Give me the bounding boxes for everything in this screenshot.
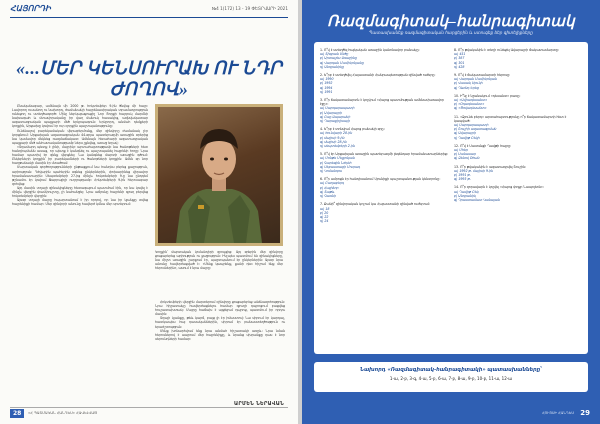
page-number: 28 (10, 409, 24, 418)
answer-option: ա) Սարդարապատի (454, 123, 489, 128)
page-number: 29 (580, 409, 590, 417)
question-text: 1. Ո՞վ է ստեղծել հայկական առաջին կանոնավոր բանակը։ (320, 48, 420, 52)
answer-option: դ) 24 (320, 219, 329, 224)
paragraph: Բնականաբար, ամենայն մի 2000 թ. հոկտեմբեր 9-ին ծնվեց մի հայր։ Լավորող ուսանող ու նախորդ, ժամանակի հայրենասիրական տրամադրություն ունեցող ու ստեղծագործ։ Մինչ ներկայացուցիչ Նոր Յորքի հայդուկ մարմնի նախագահ և մտավորականը իր վաղ մանուկ հասակից, ազնվակատար ազատագրական պայքարի մեծ երկրպագուն։ Երկրորդ, անմահ դեմքերի կողքին, Արցախը կռվում էր ուր զորքին պաշտպանությունը։ (12, 104, 148, 129)
answer-option: դ) սեպտեմբերի 2-ին (320, 144, 355, 149)
paragraph: «Տղամարդ պետք է լինի, մայրիկ» արտահայտությամբ նա ծանոթների հետ հանդիպմանն ասաց, որ պետք է կանգնել ու պաշտպանել հայրենի հողը։ Նրա համար պատիվ էր զենք վերցնել։ Նա կանգնեց մարտի առաջին գծում։ Ընկերների կողքին՝ իր բարեկամների ու ծանոթների կողքին։ Ամեն օր նոր հաղթանակի մասին էր մտածում։ (12, 144, 148, 166)
answer-option: բ) Վասակ Սյունի (454, 81, 483, 86)
answer-option: գ) Բաշ-Ապարանի (320, 114, 351, 119)
answer-option: գ) Ձենով Օհան (454, 156, 480, 161)
question-text: 4. Ե՞րբ է տոնվում Հայոց բանակի օրը։ (320, 127, 385, 132)
answer-option: գ) 1994 (320, 85, 333, 90)
question-text: 2. Ե՞րբ է ստեղծվել Հայաստանի Հանրապետության զինված ուժերը։ (320, 73, 436, 78)
paragraph: Հոկտեմբերի վերջին մարտերում զինվորը ցուցաբերեց անձնազոհություն։ Նրա հիշատակը հավերժացնելու համար գյուղի դպրոցում բացվեց հուշատախտակ։ Մայրը հաճախ է այցելում դպրոց, պատմում իր որդու մասին։ (155, 300, 285, 317)
answer-option: գ) Վարդան Մամիկոնյանը (320, 60, 364, 65)
answer-option: բ) մայիսի 9-ին (320, 135, 345, 140)
answer-option: բ) Անդրանիկ (454, 193, 477, 198)
answer-option: ա) 18 (320, 206, 330, 211)
question-text: 9. Ո՞վ է ճակատամարտի հերոսը։ (454, 73, 511, 78)
answer-option: գ) մայիսի 28-ին (320, 139, 347, 144)
answer-option: ա) Դավիթ Բեկ (454, 189, 479, 194)
question-text: 3. Ո՞ր ճակատամարտն է կոչվում «Հայոց պատմության ամենափառավոր էջը»։ (320, 98, 444, 107)
quiz-subtitle: Պատասխանեք ռազմագիտական հարցերին և ստուգեք ձեր գիտելիքները (369, 30, 533, 35)
answer-option: ա) Սարդարապատի (320, 106, 355, 111)
answer-option: բ) «Օդադեսանտ» (454, 102, 485, 107)
answer-option: բ) 20 (320, 210, 329, 215)
answer-option: գ) Սեբաստացի Մուրադ (320, 164, 361, 169)
quiz-question (454, 185, 582, 202)
answer-option: ա) Վարդան Մամիկոնյան (454, 77, 497, 82)
answer-option: դ) Անդրանիկը (320, 64, 345, 69)
answer-option: դ) Ղարաքիլիսայի (320, 119, 350, 124)
footer-text: «Հ ՊԱՏՄԱԿԱՆ ՀԱՆԴԵՍ» ՀԱՎԵԼՎԱԾ (28, 411, 98, 415)
answer-option: ա) Մհեր (454, 148, 468, 153)
quiz-question (320, 73, 448, 94)
quiz-question (454, 73, 582, 90)
question-text: 7. Քանի՞ զինվորական կոչում կա Հայաստանի զինված ուժերում։ (320, 202, 431, 207)
answers-text: 1-ա, 2-բ, 3-գ, 4-ա, 5-բ, 6-ա, 7-բ, 8-ա, 9-բ, 10-բ, 11-ա, 12-ա (389, 376, 513, 381)
paragraph: Մենք խոնարհվում ենք նրա անմահ հիշատակի առջև։ Նրա նման հերոսներով է ապրում մեր հայրենիքը, և նրանց սխրանքը դաս է նոր սերունդների համար։ (155, 328, 285, 341)
answer-option: բ) Շուշիի ազատագրման (454, 127, 497, 132)
answer-option: ա) Մոնթե Մելքոնյան (320, 156, 355, 161)
quiz-question (454, 144, 582, 161)
answer-option: բ) 387 (454, 56, 465, 61)
article-column-2 (155, 300, 285, 398)
soldier-portrait (155, 104, 283, 246)
quiz-question (454, 165, 582, 182)
footer-text: ՀՈՒՅՍԻ ՀԱՆԴԵՍ (542, 411, 574, 415)
quiz-question (320, 48, 448, 69)
answer-option: գ) Տաթև (320, 189, 335, 194)
quiz-title: Ռազմագիտակ–հանրագիտակ (327, 14, 575, 30)
answer-option: ա) հունվարի 28-ին (320, 131, 353, 136)
answer-option: դ) 1991 (320, 89, 333, 94)
paragraph: Այդ մասին տղայի զինակիցները հետագայում պատմում էին, որ նա կռվել է մինչև վերջին փամփուշտը, չի նահանջել։ Նրա աճյունը հայրենի գյուղ բերվեց հոկտեմբերի վերջին։ (12, 185, 148, 199)
issue-info: №4 1(172) 13 - 19 ՓԵՏՐՎԱՐԻ 2021 (211, 6, 288, 11)
right-page (302, 0, 600, 424)
answer-option: գ) Ղևոնդ Երեց (454, 85, 479, 90)
quiz-question (454, 115, 582, 140)
answer-option: գ) «Ծովադեսանտ» (454, 106, 487, 111)
paragraph: Տղայի կյանքը, թեև կարճ, բայց լի էր իմաստով։ Նա սիրում էր կարդալ, հատկապես հայ դասականներին, սիրում էր բանաստեղծություն ու երաժշտություն։ (155, 316, 285, 329)
questions-column-2 (454, 48, 582, 206)
quiz-question (320, 98, 448, 123)
answer-option: ա) 1990 (320, 77, 334, 82)
answer-option: բ) Ավարայրի (320, 110, 342, 115)
answers-title: Նախորդ «Ռազմագիտակ-հանրագիտակի» պատասխանները՝ (360, 367, 542, 373)
quiz-question (454, 94, 582, 111)
answers-box (314, 362, 588, 392)
answer-option: գ) 22 (320, 214, 329, 219)
answer-option: դ) Կոմանդոս (320, 169, 343, 174)
questions-box (314, 42, 588, 354)
answer-option: գ) 301 (454, 60, 465, 65)
question-text: 12. Ո՞վ է Սասունցի Դավթի հայրը։ (454, 143, 512, 148)
quiz-question (320, 127, 448, 148)
quiz-question (320, 202, 448, 223)
answer-option: բ) 1992 (320, 81, 333, 86)
questions-column-1 (320, 48, 448, 227)
page-footer (10, 407, 288, 420)
question-text: 8. Ո՞ր թվականին է տեղի ունեցել Ավարայրի ճակատամարտը։ (454, 48, 559, 52)
answer-option: ա) Բաղաբերդ (320, 181, 345, 186)
quiz-question (454, 48, 582, 69)
question-text: 13. Ո՞ր թվականին է ազատագրվել Շուշին։ (454, 164, 527, 169)
answer-option: ա) Տիգրան Մեծը (320, 52, 349, 57)
question-text: 10. Ի՞նչ է նշանակում «դեսանտ» բառը։ (454, 93, 521, 98)
answer-option: գ) Դրաստամատ Կանայան (454, 198, 500, 203)
question-text: 5. Ո՞վ էր Արցախյան առաջին պատերազմի լեգենդար հրամանատարներից։ (320, 152, 448, 157)
page-header (10, 5, 288, 18)
quiz-question (320, 177, 448, 198)
photo-caption: Կողքին՝ մարտական կոմանդիրի զրույցից։ Այդ օրերին մեր զինվորը ցուցաբերեց արիություն ու քաջություն։ Ինչպես պատմում են զինակիցները, նա միշտ առաջին շարքում էր, պաշտպանում էր ընկերներին։ Այսօր նրա անունը հավերժացված է։ «Մենք կապրենք, քանի դեռ հիշում ենք մեր հերոսներին», ասում է նրա մայրը։ (155, 250, 283, 270)
paragraph: Ունենալով բարեկամական վերաբերմունք, մեր զինվորը ժամանակ չէր կորցնում։ Արցախյան ազատագրական 44-օրյա պատերազմի առաջին օրերից նա կամավոր մեկնեց ռազմաճակատ։ Ամենայն հեռահարի ազատագրական պայքարի մեծ անհատականությամբ ներս չքնվեց, առաջ եղավ։ (12, 128, 148, 145)
answer-option: բ) Սանասար (454, 152, 476, 157)
magazine-brand: ՀԱՅՈՐԴԻ (10, 4, 51, 13)
answer-option: դ) Դավիթ Բեկի (454, 135, 480, 140)
quiz-question (320, 152, 448, 173)
answer-option: ա) 1992 թ. մայիսի 9-ին (454, 168, 494, 173)
answer-option: դ) 428 (454, 64, 465, 69)
answer-option: դ) Գառնի (320, 194, 336, 199)
answer-option: ա) «Ավիադեսանտ» (454, 98, 488, 103)
page-footer (312, 408, 590, 420)
answer-option: բ) Հալիձոր (320, 185, 339, 190)
answer-option: գ) 1993 թ. (454, 177, 471, 182)
soldier-silhouette-icon (158, 107, 280, 243)
answer-option: բ) Արտաշես Առաջինը (320, 56, 358, 61)
author-signature: ԱՐՄԵՆ ՆԵՐԱՎԱՆ (234, 401, 284, 407)
article-headline: «...ՄԵՐ ԿԵՆՍՈՒՐԱԽ ՈՒ ՆԴՐ ԺՈՂՈՎ» (16, 58, 282, 99)
paragraph: Այսօր տղայի մայրը հպարտանում է իր որդով, որ նա իր կյանքը տվեց հայրենիքի համար։ Մեր զինվորի անունը հավերժ կմնա մեր սրտերում։ (12, 198, 148, 207)
article-column-1 (12, 104, 148, 396)
answer-option: ա) 451 (454, 52, 466, 57)
answer-option: գ) Ավարայրի (454, 131, 476, 136)
question-text: 6. Ո՞ր ամրոցն էր հանդիսանում Սյունիքի պաշտպանության կենտրոնը։ (320, 177, 441, 182)
answer-option: բ) Գարեգին Նժդեհ (320, 160, 352, 165)
left-page (0, 0, 298, 424)
paragraph: Մարտական գործողությունների ընթացքում նա հանդես բերեց քաջություն, արիություն։ Դժվարին պահերին օգնեց ընկերներին, փոխարինեց վիրավոր հրամանատարին։ Սեպտեմբերի 27-ից մինչև հոկտեմբերի 9-ը նա ընդդեմ թշնամու էր կռվում Ջաբրայիլի ուղղությամբ։ Հոկտեմբերի 9-ին հերոսաբար զոհվեց։ (12, 165, 148, 186)
answer-option: բ) 1991 թ. (454, 173, 471, 178)
question-text: 11. «Ձյունե բերդ» արտահայտությունը ո՞ր ճակատամարտի հետ է կապված։ (454, 114, 567, 123)
question-text: 14. Ո՞ր զորավարն է կոչվել «Հայոց փոքր Նապոլեոն»։ (454, 185, 544, 190)
